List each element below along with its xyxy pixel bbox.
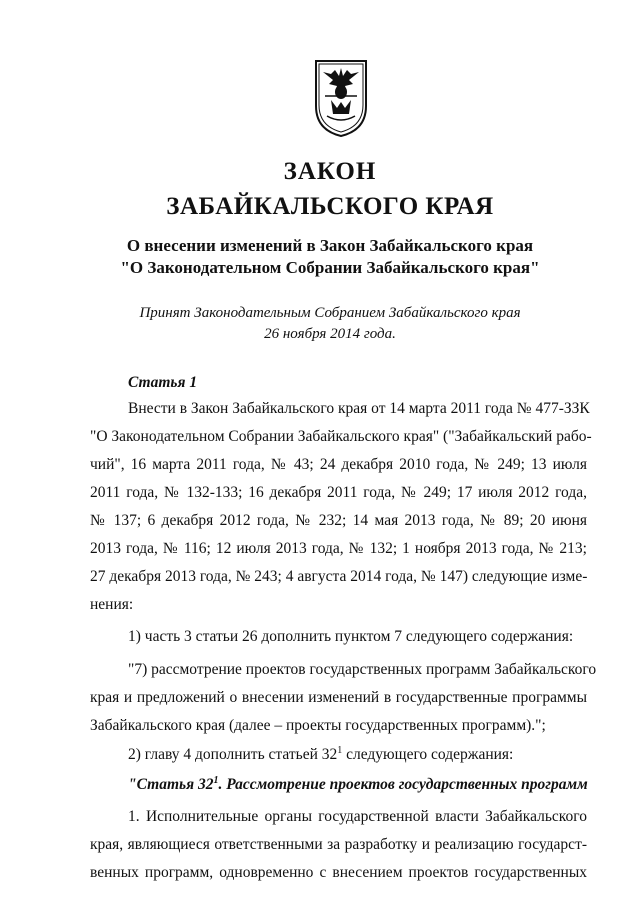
article-heading: Статья 1: [128, 374, 198, 391]
paragraph-line: Внести в Закон Забайкальского края от 14 марта 2011 года № 477-ЗЗК: [128, 400, 590, 417]
quoted-text-line: "7) рассмотрение проектов государственных программ Забайкальского: [128, 661, 597, 678]
amendment-item-1: 1) часть 3 статьи 26 дополнить пунктом 7 следующего содержания:: [128, 628, 574, 645]
paragraph-line: № 137; 6 декабря 2012 года, № 232; 14 мая 2013 года, № 89; 20 июня: [90, 512, 587, 529]
article-32-1-prefix: "Статья 32: [128, 776, 214, 793]
adoption-note-line-1: Принят Законодательным Собранием Забайкальского края: [139, 305, 521, 321]
document-title-region: ЗАБАЙКАЛЬСКОГО КРАЯ: [166, 193, 494, 220]
paragraph-line: "О Законодательном Собрании Забайкальского края" ("Забайкальский рабо-: [90, 428, 592, 445]
paragraph-line: 1. Исполнительные органы государственной власти Забайкальского: [128, 808, 587, 825]
paragraph-line: края, являющиеся ответственными за разработку и реализацию государст-: [90, 836, 587, 853]
document-title: ЗАКОН: [283, 158, 377, 185]
paragraph-line: 27 декабря 2013 года, № 243; 4 августа 2014 года, № 147) следующие изме-: [90, 568, 588, 585]
article-32-1-title: . Рассмотрение проектов государственных программ: [218, 776, 588, 793]
amendment-item-2-text: 2) главу 4 дополнить статьей 32: [128, 746, 338, 763]
coat-of-arms-icon: [313, 58, 369, 138]
amendment-item-2: [128, 746, 513, 764]
article-32-1-heading: [128, 776, 588, 794]
document-subtitle-line-1: О внесении изменений в Закон Забайкальского края: [126, 236, 534, 255]
article-superscript: 1: [337, 744, 343, 756]
quoted-text-line: Забайкальского края (далее – проекты государственных программ).";: [90, 717, 546, 734]
article-superscript: 1: [213, 774, 219, 786]
paragraph-line: 2013 года, № 116; 12 июля 2013 года, № 132; 1 ноября 2013 года, № 213;: [90, 540, 587, 557]
paragraph-line: 2011 года, № 132-133; 16 декабря 2011 года, № 249; 17 июля 2012 года,: [90, 484, 587, 501]
adoption-date: 26 ноября 2014 года.: [264, 326, 396, 342]
paragraph-line: нения:: [90, 596, 134, 613]
paragraph-line: венных программ, одновременно с внесением проектов государственных: [90, 864, 587, 881]
document-subtitle-line-2: "О Законодательном Собрании Забайкальского края": [120, 258, 540, 277]
paragraph-line: чий", 16 марта 2011 года, № 43; 24 декабря 2010 года, № 249; 13 июля: [90, 456, 587, 473]
quoted-text-line: края и предложений о внесении изменений в государственные программы: [90, 689, 587, 706]
amendment-item-2-tail: следующего содержания:: [342, 746, 514, 763]
